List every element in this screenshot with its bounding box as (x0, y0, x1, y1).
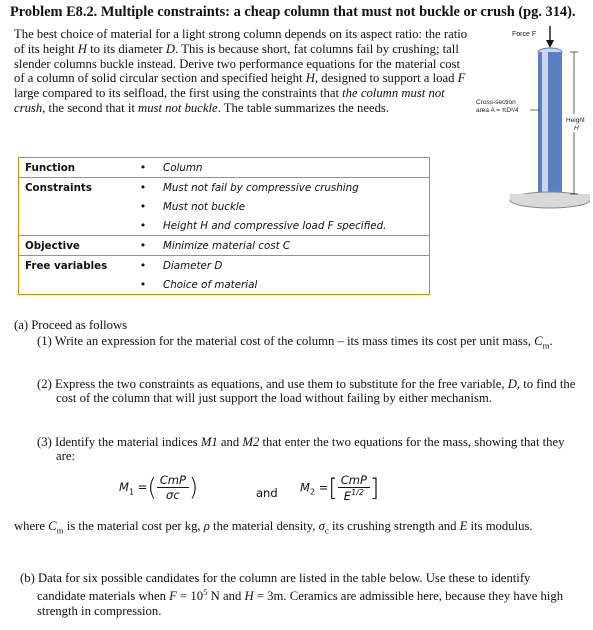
where-text: the material density, (209, 519, 319, 533)
equation-m1 (119, 473, 198, 502)
height-symbol: H (574, 125, 579, 132)
constraint-buckle: must not buckle (138, 100, 218, 115)
table-row (19, 216, 430, 236)
table-row (19, 178, 430, 198)
table-row (19, 256, 430, 276)
where-paragraph (14, 519, 574, 538)
part-b-symbol: F (169, 589, 177, 604)
where-symbol: C (48, 519, 57, 533)
where-symbol: ρ (203, 519, 210, 533)
table-row (19, 275, 430, 295)
part-b-exponent: 5 (203, 587, 208, 598)
bullet-icon: • (123, 275, 163, 295)
part-b-text: (b) Data for six possible candidates for the column are listed in the table below. Use these to identify candidate materials when (20, 571, 531, 604)
row-value: Must not fail by compressive crushing (163, 178, 430, 198)
step-text: (3) Identify the material indices (37, 435, 201, 449)
row-value: Diameter D (163, 256, 430, 276)
intro-text: large compared to its selfload, the first using the constraints that (14, 86, 343, 101)
force-label: Force F (512, 31, 537, 38)
row-label: Free variables (19, 256, 124, 276)
row-label (19, 216, 124, 236)
step-text: . (549, 334, 553, 348)
bullet-icon: • (139, 200, 147, 213)
eq-sub: 1 (128, 487, 135, 497)
where-text: its modulus. (467, 519, 533, 533)
intro-symbol: H (77, 41, 87, 56)
intro-text: , designed to support a load (314, 71, 458, 86)
part-b-symbol: H (244, 589, 254, 604)
part-b-text: = 10 (176, 589, 204, 604)
bullet-icon: • (123, 256, 163, 276)
eq-sub: 2 (309, 487, 316, 497)
where-symbol: E (459, 519, 468, 533)
column-highlight-icon (542, 52, 548, 194)
eq-denominator: E (343, 488, 351, 503)
table-row (19, 197, 430, 216)
table-row (19, 236, 430, 256)
where-text: its crushing strength and (328, 519, 460, 533)
intro-symbol: F (457, 71, 466, 86)
intro-text: The best choice of material for a light strong column depends on its aspect ratio: the ratio of its height (14, 27, 468, 56)
eq-fraction (157, 473, 189, 502)
where-subscript: c (324, 525, 329, 536)
part-a-step-1 (37, 334, 577, 353)
step-subscript: m (542, 340, 550, 351)
row-label (19, 275, 124, 295)
where-text: where (14, 519, 49, 533)
row-label: Constraints (19, 178, 124, 198)
step-symbol: D (507, 377, 517, 391)
step-text: and (217, 435, 243, 449)
step-text: (1) Write an expression for the material cost of the column – its mass times its cost per unit mass, (37, 334, 535, 348)
requirements-table (18, 157, 430, 295)
row-label (19, 197, 124, 216)
where-symbol: σ (318, 519, 325, 533)
bullet-icon: • (123, 178, 163, 198)
eq-lhs: M (119, 480, 129, 494)
step-symbol: C (534, 334, 543, 348)
eq-lhs: M (300, 480, 310, 495)
bullet-icon: • (123, 158, 163, 178)
row-value: Choice of material (163, 275, 430, 295)
part-b-paragraph (20, 571, 574, 618)
intro-symbol: H (305, 71, 315, 86)
row-value: Minimize material cost C (163, 236, 430, 256)
row-value: Must not buckle (163, 197, 430, 216)
part-a-heading: (a) Proceed as follows (14, 318, 128, 332)
eq-equals: = (318, 480, 329, 495)
bullet-icon: • (123, 236, 163, 256)
area-label: area A = πD²/4 (476, 107, 519, 114)
row-value: Height H and compressive load F specified. (163, 216, 430, 236)
column-base-plate-icon (510, 194, 590, 200)
eq-fraction (338, 473, 370, 503)
part-b-text: N and (207, 589, 245, 604)
part-b-text: = 3m. Ceramics are admissible here, because they have high strength in compression. (37, 589, 564, 618)
bracket-close-icon: ] (369, 473, 380, 502)
bracket-close-icon: ) (188, 473, 199, 502)
where-text: is the material cost per kg, (63, 519, 204, 533)
intro-text: . This is because short, fat columns fail by crushing; tall slender columns buckle instead. Derive two performance equations for the material cost of a column of solid circular section and specified height (14, 41, 461, 86)
table-row (19, 158, 430, 178)
step-text: , to find the cost of the column that will just support the load without failing by either mechanism. (56, 377, 576, 406)
step-text: that enter the two equations for the mass, showing that they are: (56, 435, 565, 464)
row-label: Function (19, 158, 124, 178)
intro-symbol: D (165, 41, 176, 56)
eq-and: and (256, 486, 278, 500)
part-a-step-2 (37, 377, 577, 406)
equation-m2 (300, 473, 379, 503)
force-arrowhead-icon (546, 40, 554, 48)
bullet-icon: • (139, 219, 147, 232)
intro-text: , the second that it (42, 100, 139, 115)
eq-superscript: 1/2 (350, 488, 364, 497)
intro-text: . The table summarizes the needs. (217, 100, 390, 115)
intro-text: to its diameter (86, 41, 166, 56)
eq-numerator: CmP (157, 473, 189, 488)
constraint-crush: the column must not crush (14, 86, 445, 115)
eq-equals: = (137, 480, 148, 494)
where-subscript: m (56, 525, 64, 536)
height-label: Height (566, 117, 585, 124)
step-symbol: M2 (242, 435, 260, 449)
eq-denominator: σc (166, 488, 180, 502)
eq-numerator: CmP (338, 473, 370, 488)
row-value: Column (163, 158, 430, 178)
bracket-open-icon: ( (147, 473, 157, 502)
column-body-icon (538, 52, 562, 194)
step-symbol: M1 (200, 435, 218, 449)
bracket-open-icon: [ (328, 473, 338, 502)
part-a-step-3 (37, 435, 577, 464)
problem-title: Problem E8.2. Multiple constraints: a cheap column that must not buckle or crush (pg. 314). (10, 4, 576, 20)
step-text: (2) Express the two constraints as equations, and use them to substitute for the free variable, (37, 377, 508, 391)
intro-paragraph (14, 27, 470, 116)
row-label: Objective (19, 236, 124, 256)
column-figure (470, 24, 590, 224)
cross-section-label: Cross-section (476, 99, 516, 106)
